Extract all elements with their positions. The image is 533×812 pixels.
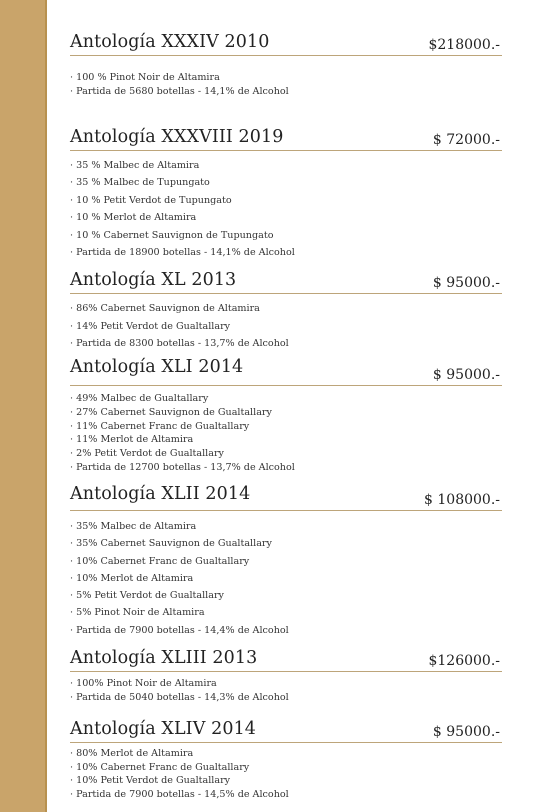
gold-sidebar [0, 0, 45, 812]
wine-entry-antologia-xxxiv [70, 25, 502, 99]
detail-line: · 5% Petit Verdot de Gualtallary [70, 590, 224, 602]
wine-price: $ 108000.- [424, 492, 500, 508]
detail-line: · 10 % Merlot de Altamira [70, 212, 197, 224]
detail-line: · 14% Petit Verdot de Gualtallary [70, 320, 231, 332]
detail-line: · 11% Merlot de Altamira [70, 434, 194, 446]
detail-line: · 80% Merlot de Altamira [70, 748, 194, 759]
wine-details [70, 300, 502, 353]
wine-title: Antología XXXVIII 2019 [70, 127, 284, 147]
wine-details [70, 677, 502, 705]
wine-entry-antologia-xlii [70, 480, 502, 639]
detail-line: · 10 % Petit Verdot de Tupungato [70, 194, 232, 206]
detail-line: · Partida de 8300 botellas - 13,7% de Alcohol [70, 338, 289, 349]
wine-title: Antología XXXIV 2010 [70, 32, 270, 52]
wine-header [70, 120, 502, 151]
detail-line: · 35% Cabernet Sauvignon de Gualtallary [70, 538, 272, 550]
wine-entry-antologia-xli [70, 355, 502, 475]
wine-header [70, 355, 502, 386]
detail-line: · 5% Pinot Noir de Altamira [70, 607, 205, 619]
detail-line: · Partida de 18900 botellas - 14,1% de Alcohol [70, 247, 295, 259]
detail-line: · 10% Petit Verdot de Gualtallary [70, 775, 231, 787]
detail-line: · Partida de 7900 botellas - 14,5% de Alcohol [70, 788, 289, 800]
wine-title: Antología XLIII 2013 [70, 648, 258, 668]
wine-price: $ 95000.- [432, 275, 500, 291]
wine-details [70, 157, 502, 261]
detail-line: · 35 % Malbec de Altamira [70, 160, 200, 171]
wine-title: Antología XLIV 2014 [70, 719, 257, 739]
wine-details [70, 392, 502, 475]
detail-line: · 11% Cabernet Franc de Gualtallary [70, 420, 250, 432]
detail-line: · Partida de 5680 botellas - 14,1% de Alcohol [70, 86, 289, 97]
detail-line: · 10 % Cabernet Sauvignon de Tupungato [70, 229, 274, 241]
wine-header [70, 641, 502, 672]
wine-header [70, 25, 502, 56]
wine-details [70, 747, 502, 801]
detail-line: · 100 % Pinot Noir de Altamira [70, 72, 220, 83]
sidebar-edge [45, 0, 47, 812]
detail-line: · Partida de 5040 botellas - 14,3% de Alcohol [70, 692, 289, 703]
detail-line: · 10% Cabernet Franc de Gualtallary [70, 555, 250, 567]
detail-line: · 35% Malbec de Altamira [70, 521, 197, 532]
wine-details [70, 71, 502, 99]
wine-header [70, 263, 502, 294]
wine-entry-antologia-xliv [70, 712, 502, 801]
wine-header [70, 480, 502, 511]
wine-entry-antologia-xl [70, 263, 502, 353]
wine-details [70, 518, 502, 639]
detail-line: · 35 % Malbec de Tupungato [70, 177, 210, 189]
detail-line: · Partida de 7900 botellas - 14,4% de Alcohol [70, 624, 289, 636]
wine-price: $ 95000.- [432, 724, 500, 740]
wine-price: $ 72000.- [432, 132, 500, 148]
detail-line: · 100% Pinot Noir de Altamira [70, 678, 217, 689]
wine-price: $218000.- [428, 37, 500, 53]
wine-title: Antología XLII 2014 [70, 484, 251, 504]
wine-price: $126000.- [428, 653, 500, 669]
wine-entry-antologia-xliii [70, 641, 502, 705]
wine-header [70, 712, 502, 743]
detail-line: · 86% Cabernet Sauvignon de Altamira [70, 303, 260, 314]
wine-title: Antología XLI 2014 [70, 357, 244, 377]
detail-line: · 27% Cabernet Sauvignon de Gualtallary [70, 406, 272, 418]
wine-price: $ 95000.- [432, 367, 500, 383]
detail-line: · 2% Petit Verdot de Gualtallary [70, 448, 224, 460]
detail-line: · 49% Malbec de Gualtallary [70, 393, 209, 404]
detail-line: · 10% Merlot de Altamira [70, 572, 194, 584]
detail-line: · 10% Cabernet Franc de Gualtallary [70, 761, 250, 773]
wine-title: Antología XL 2013 [70, 270, 237, 290]
wine-entry-antologia-xxxviii [70, 120, 502, 261]
detail-line: · Partida de 12700 botellas - 13,7% de Alcohol [70, 461, 295, 473]
